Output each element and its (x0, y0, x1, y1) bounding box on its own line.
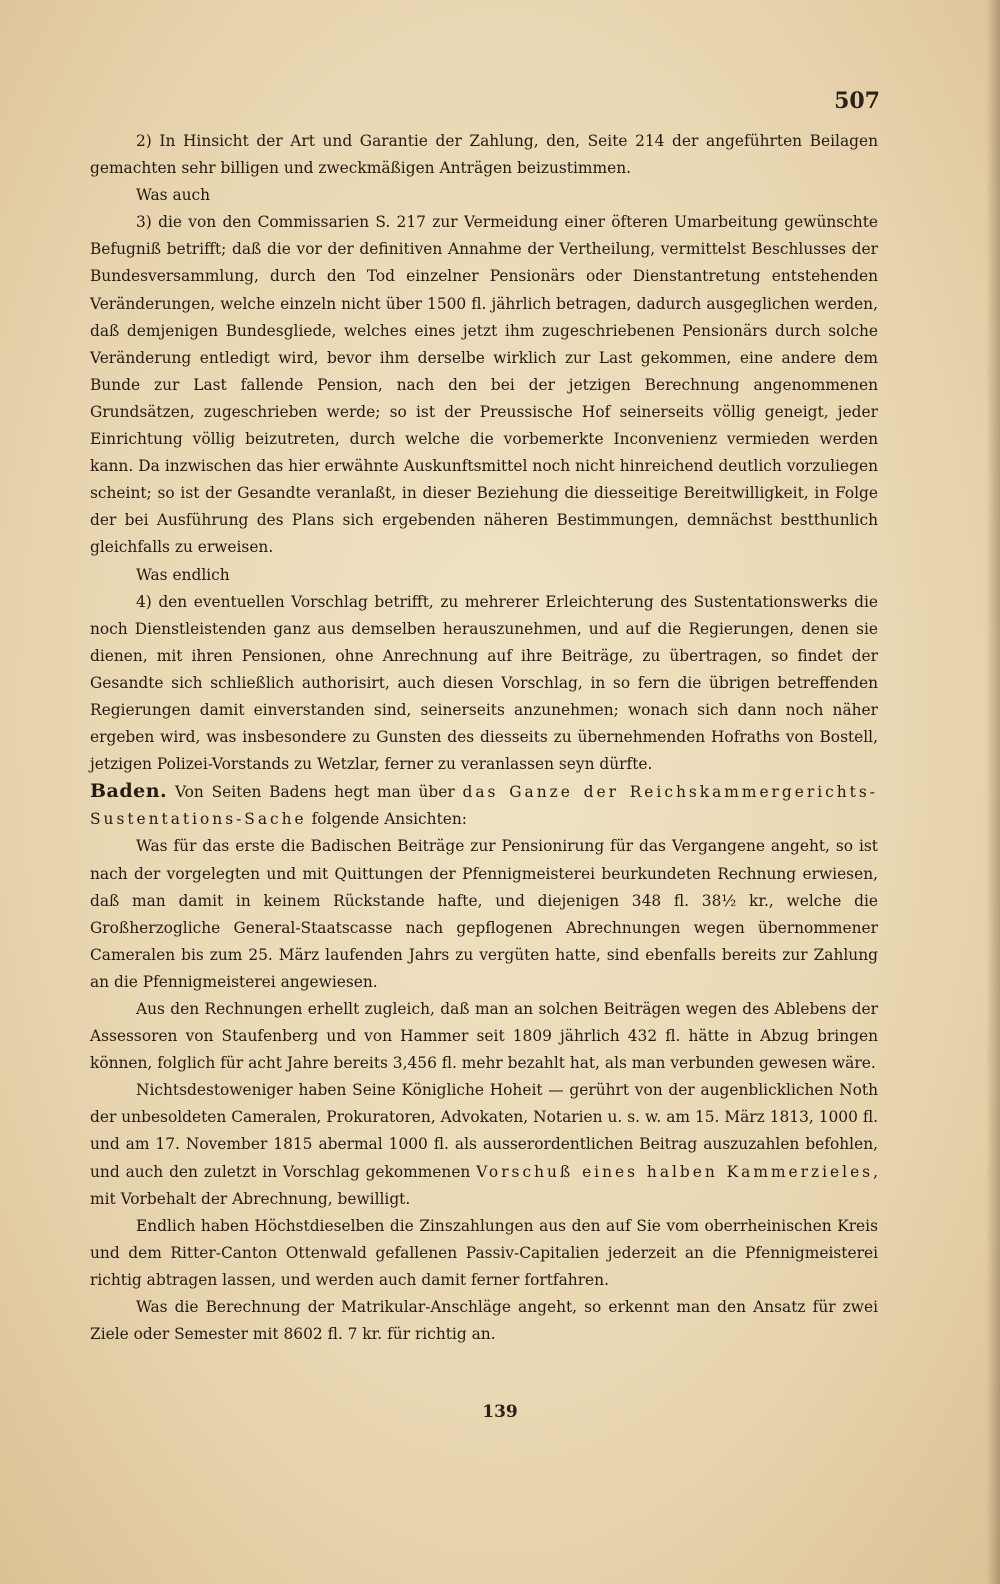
paragraph-was-auch: Was auch (136, 186, 211, 205)
nichts-text-b: , mit Vorbehalt der Abrechnung, bewilligt. (90, 1162, 878, 1208)
paragraph-zinszahlungen: Endlich haben Höchstdieselben die Zinszahlungen aus den auf Sie vom oberrheinischen Kreis und dem Ritter-Canton Ottenwald gefallenen Passiv-Capitalien jederzeit an die Pfennigmeisterei richtig abtragen lassen, und werden auch damit ferner fortfahren. (90, 1216, 878, 1289)
baden-heading: Baden. (90, 780, 168, 803)
paragraph-nichtsdestoweniger (90, 1077, 878, 1212)
baden-section (90, 778, 878, 833)
nichts-text-a: Nichtsdestoweniger haben Seine Königliche Hoheit — gerührt von der augenblicklichen Noth der unbesoldeten Cameralen, Prokuratoren, Advokaten, Notarien u. s. w. am 15. März 1813, 1000 fl. und am 17. November 1815 abermal 1000 fl. als ausserordentlichen Beitrag auszuzahlen befohlen, und auch den zuletzt in Vorschlag gekommenen (90, 1081, 878, 1181)
paragraph-point-3: 3) die von den Commissarien S. 217 zur Vermeidung einer öfteren Umarbeitung gewünschte Befugniß betrifft; daß die vor der definitiven Annahme der Vertheilung, vermittelst Beschlusses der Bundesversammlung, durch den Tod einzelner Pensionärs oder Dienstantretung entstehenden Veränderungen, welche einzeln nicht über 1500 fl. jährlich betragen, dadurch ausgeglichen werden, daß demjenigen Bundesgliede, welches eines jetzt ihm zugeschriebenen Pensionärs durch solche Veränderung entledigt wird, bevor ihm derselbe wirklich zur Last gekommen, eine andere dem Bunde zur Last fallende Pension, nach den bei der jetzigen Berechnung angenommenen Grundsätzen, zugeschrieben werde; so ist der Preussische Hof seinerseits völlig geneigt, jeder Einrichtung völlig beizutreten, durch welche die vorbemerkte Inconvenienz vermieden werden kann. Da inzwischen das hier erwähnte Auskunftsmittel noch nicht hinreichend deutlich vorzuliegen scheint; so ist der Gesandte veranlaßt, in dieser Beziehung die diesseitige Bereitwilligkeit, in Folge der bei Ausführung des Plans sich ergebenden näheren Bestimmungen, demnächst bestthunlich gleichfalls zu erweisen. (90, 213, 878, 557)
paragraph-badische-beitraege: Was für das erste die Badischen Beiträge zur Pensionirung für das Vergangene angeht, so ist nach der vorgelegten und mit Quittungen der Pfennigmeisterei beurkundeten Rechnung erwiesen, daß man damit in keinem Rückstande hafte, und diejenigen 348 fl. 38½ kr., welche die Großherzogliche General-Staatscasse nach gepflogenen Abrechnungen wegen übernommener Cameralen bis zum 25. März laufenden Jahrs zu vergüten hatte, sind ebenfalls bereits zur Zahlung an die Pfennigmeisterei angewiesen. (90, 837, 878, 991)
paragraph-point-4: 4) den eventuellen Vorschlag betrifft, zu mehrerer Erleichterung des Sustentationswerks die noch Dienstleistenden ganz aus demselben herauszunehmen, und auf die Regierungen, denen sie dienen, mit ihren Pensionen, ohne Anrechnung auf ihre Beiträge, zu übertragen, so findet der Gesandte sich schließlich authorisirt, auch diesen Vorschlag, in so fern die übrigen betreffenden Regierungen damit einverstanden sind, seinerseits anzunehmen; wonach sich dann noch näher ergeben wird, was insbesondere zu Gunsten des diesseits zu übernehmenden Hofraths von Bostell, jetzigen Polizei-Vorstands zu Wetzlar, ferner zu veranlassen seyn dürfte. (90, 592, 878, 774)
text-body (90, 128, 878, 1348)
nichts-text-spaced: Vorschuß eines halben Kammerzieles (476, 1162, 874, 1181)
paragraph-rechnungen: Aus den Rechnungen erhellt zugleich, daß man an solchen Beiträgen wegen des Ablebens der Assessoren von Staufenberg und von Hammer seit 1809 jährlich 432 fl. hätte in Abzug bringen können, folglich für acht Jahre bereits 3,456 fl. mehr bezahlt hat, als man verbunden gewesen wäre. (90, 1000, 878, 1073)
paragraph-was-endlich: Was endlich (136, 565, 230, 584)
signature-mark: 139 (482, 1402, 518, 1422)
paragraph-matrikular: Was die Berechnung der Matrikular-Anschläge angeht, so erkennt man den Ansatz für zwei Ziele oder Semester mit 8602 fl. 7 kr. für richtig an. (90, 1298, 878, 1344)
baden-intro-spaced: das Ganze der Reichskammergerichts-Sustentations-Sache (90, 783, 878, 829)
page-number: 507 (834, 88, 880, 114)
baden-intro-b: folgende Ansichten: (311, 810, 467, 829)
paragraph-point-2: 2) In Hinsicht der Art und Garantie der Zahlung, den, Seite 214 der angeführten Beilagen gemachten sehr billigen und zweckmäßigen Anträgen beizustimmen. (90, 132, 878, 178)
baden-intro-a: Von Seiten Badens hegt man über (174, 783, 455, 802)
